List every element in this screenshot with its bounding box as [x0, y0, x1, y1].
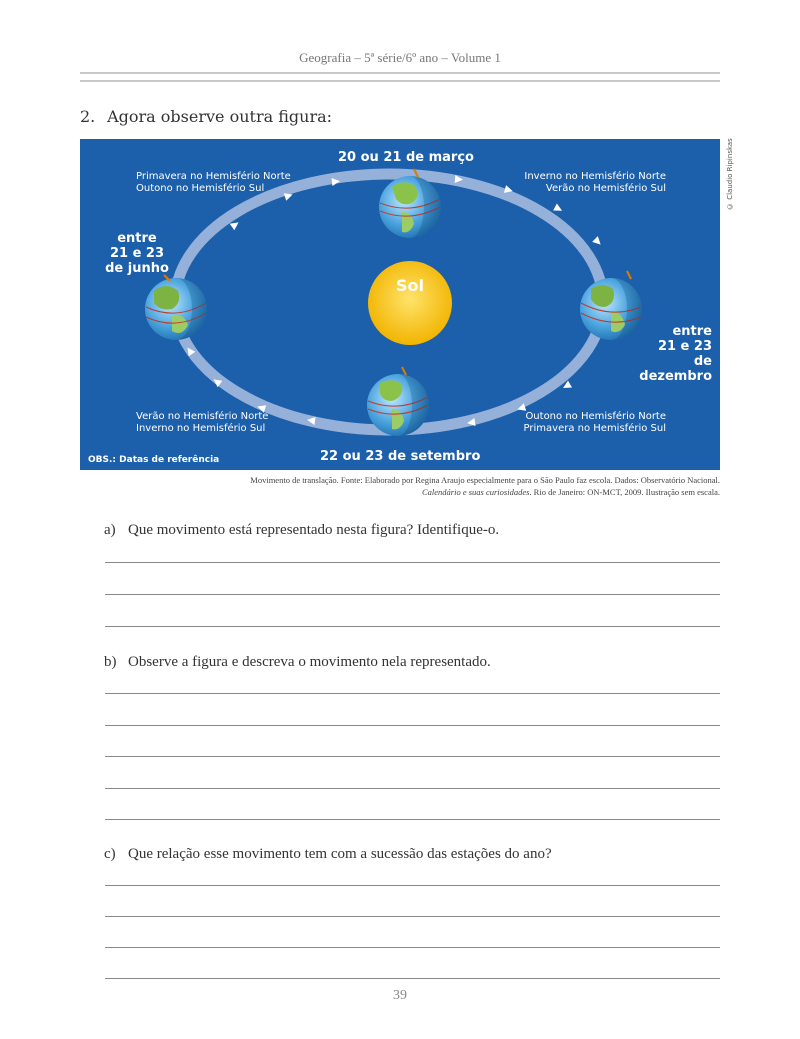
- date-september: 22 ou 23 de setembro: [320, 449, 481, 464]
- date-march: 20 ou 21 de março: [338, 150, 474, 165]
- answer-line[interactable]: [105, 978, 720, 979]
- figure-caption: Movimento de translação. Fonte: Elaborado por Regina Araujo especialmente para o São Paulo faz escola. Dados: Observatório Nacional. Calendário e suas curiosidades. Rio de Janeiro: ON-MCT, 2009. Ilustração sem escala.: [250, 475, 720, 497]
- image-credit: © Claudio Ripinskas: [726, 138, 734, 210]
- earth-june: [145, 275, 207, 340]
- date-december: entre 21 e 23 de dezembro: [639, 324, 712, 384]
- answer-line[interactable]: [105, 916, 720, 917]
- sun-label: Sol: [396, 276, 424, 295]
- answer-line[interactable]: [105, 756, 720, 757]
- header-rule: [80, 72, 720, 82]
- season-top-left: Primavera no Hemisfério Norte Outono no Hemisfério Sul: [136, 171, 291, 194]
- page-number: 39: [393, 988, 407, 1003]
- season-bottom-right: Outono no Hemisfério Norte Primavera no Hemisfério Sul: [523, 411, 666, 434]
- item-b: b) Observe a figura e descreva o movimento nela representado.: [104, 654, 491, 670]
- question-2: [80, 107, 332, 126]
- answer-line[interactable]: [105, 626, 720, 627]
- obs-note: OBS.: Datas de referência: [88, 455, 220, 465]
- date-june: entre 21 e 23 de junho: [105, 231, 169, 276]
- answer-line[interactable]: [105, 885, 720, 886]
- translation-figure: [80, 139, 720, 470]
- answer-line[interactable]: [105, 693, 720, 694]
- answer-line[interactable]: [105, 819, 720, 820]
- season-top-right: Inverno no Hemisfério Norte Verão no Hemisfério Sul: [524, 171, 666, 194]
- earth-september: [367, 367, 429, 436]
- answer-line[interactable]: [105, 725, 720, 726]
- running-header: Geografia – 5ª série/6º ano – Volume 1: [299, 50, 501, 65]
- question-text: Agora observe outra figura:: [107, 107, 333, 126]
- answer-line[interactable]: [105, 594, 720, 595]
- question-number: 2.: [80, 107, 96, 126]
- answer-line[interactable]: [105, 947, 720, 948]
- answer-line[interactable]: [105, 788, 720, 789]
- item-a: a) Que movimento está representado nesta figura? Identifique-o.: [104, 522, 500, 538]
- item-c: c) Que relação esse movimento tem com a sucessão das estações do ano?: [104, 846, 552, 862]
- sun: [368, 261, 452, 345]
- season-bottom-left: Verão no Hemisfério Norte Inverno no Hemisfério Sul: [136, 411, 269, 434]
- answer-line[interactable]: [105, 562, 720, 563]
